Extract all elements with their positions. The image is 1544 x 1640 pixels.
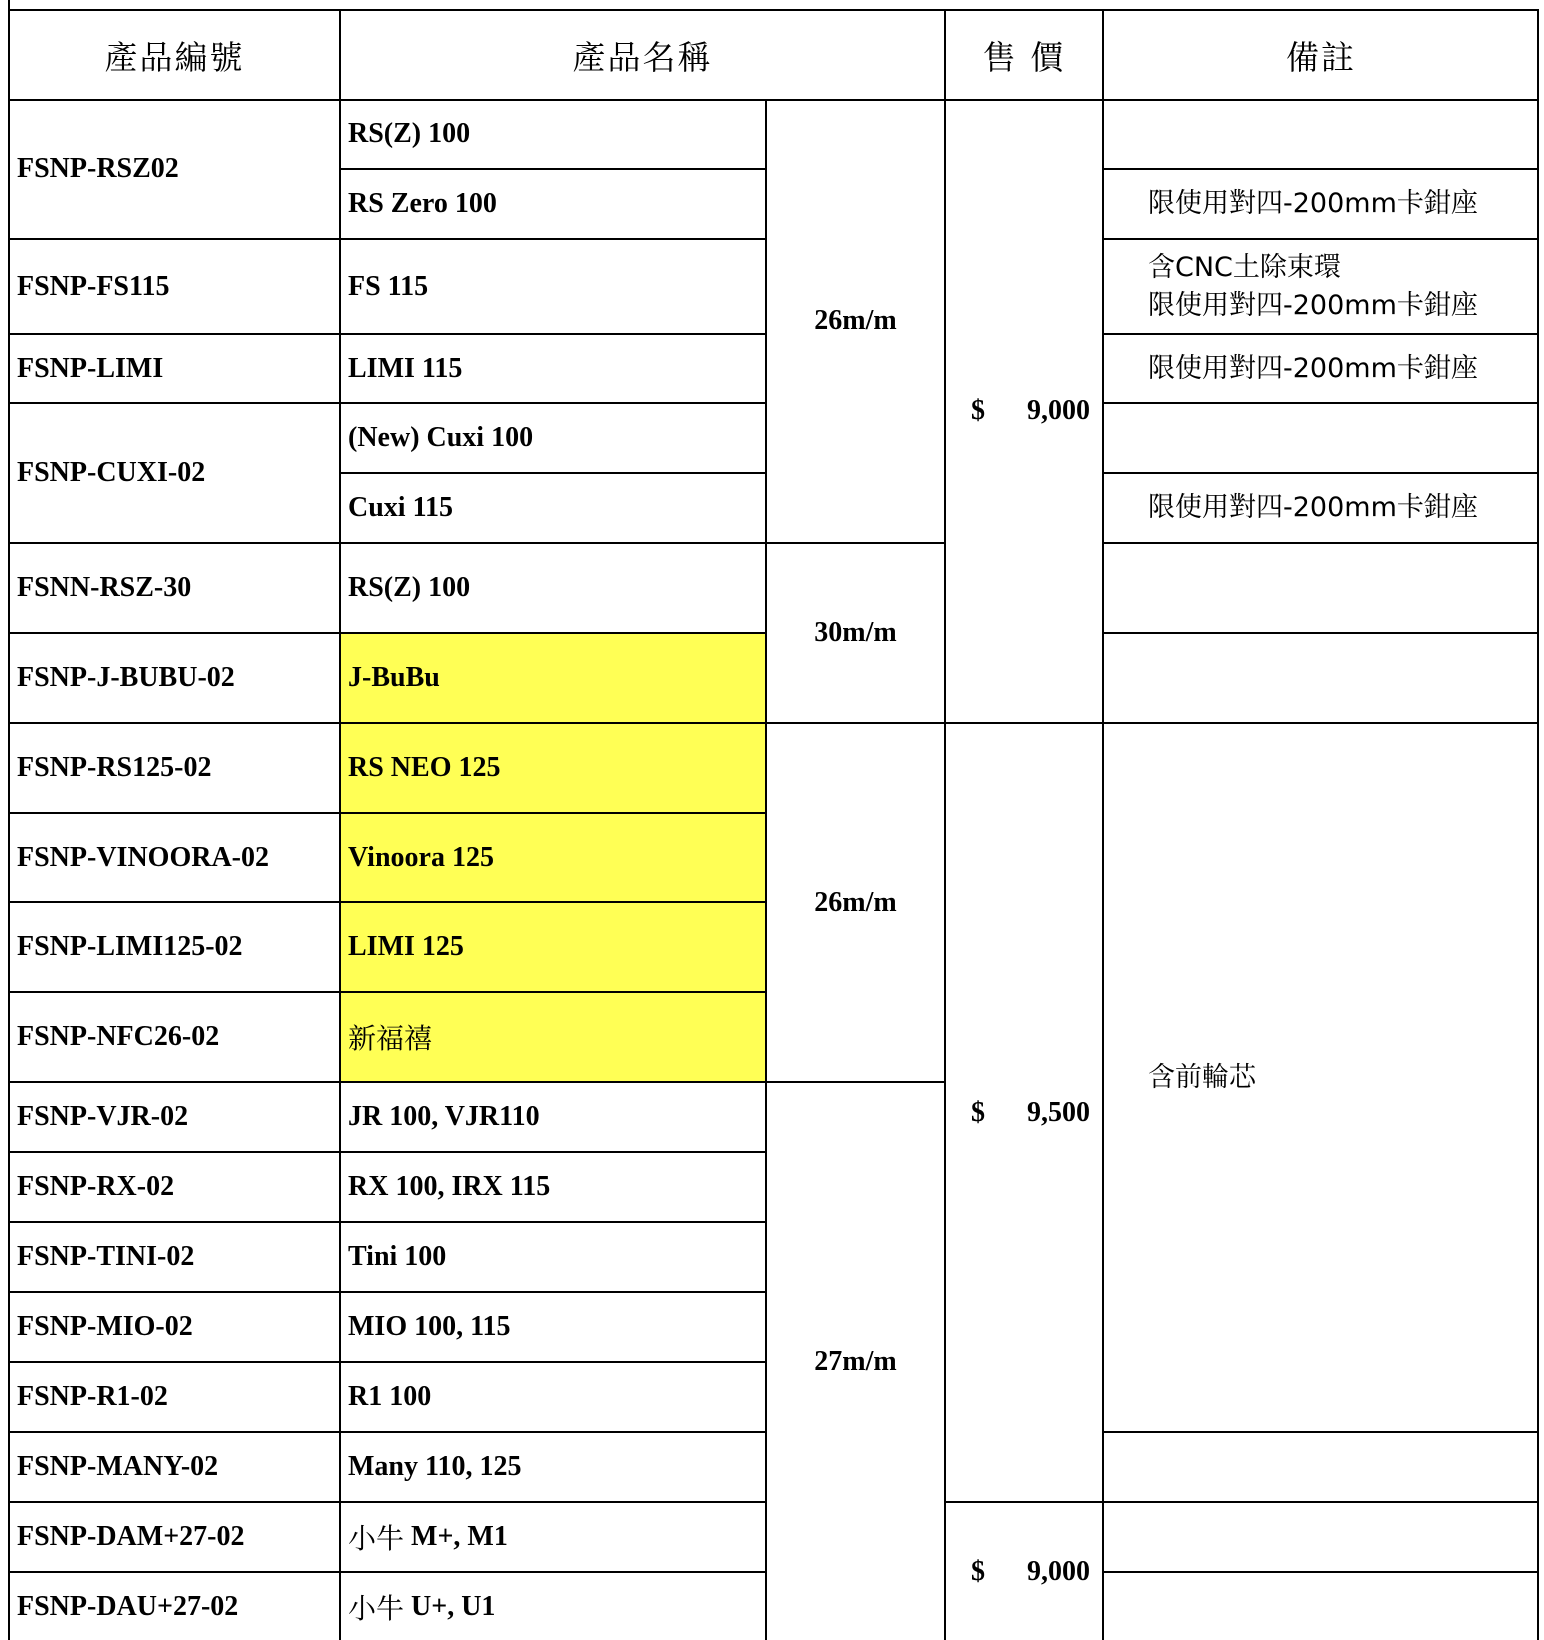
grid-line bbox=[8, 333, 767, 335]
grid-line bbox=[944, 1501, 1104, 1503]
grid-line bbox=[8, 812, 767, 814]
product-name-highlighted: LIMI 125 bbox=[341, 903, 765, 991]
grid-line bbox=[8, 1361, 767, 1363]
note-line: 限使用對四-200mm卡鉗座 bbox=[1148, 289, 1478, 321]
note-text: 含前輪芯 bbox=[1148, 1061, 1256, 1093]
product-code: FSNP-MIO-02 bbox=[17, 1311, 193, 1342]
product-name-highlighted: J-BuBu bbox=[341, 634, 765, 722]
grid-line bbox=[1537, 9, 1539, 1640]
product-name-highlighted: RS NEO 125 bbox=[341, 724, 765, 812]
product-name: RS(Z) 100 bbox=[348, 572, 471, 603]
product-name: Many 110, 125 bbox=[348, 1451, 522, 1482]
product-code: FSNP-J-BUBU-02 bbox=[17, 662, 235, 693]
size-value: 26m/m bbox=[814, 886, 897, 918]
product-code: FSNP-NFC26-02 bbox=[17, 1021, 220, 1052]
grid-line bbox=[8, 0, 10, 1640]
grid-line bbox=[8, 632, 767, 634]
price-amount: 9,000 bbox=[1027, 1555, 1090, 1587]
product-name: RS Zero 100 bbox=[348, 188, 497, 219]
product-name bbox=[341, 1503, 765, 1571]
grid-line bbox=[8, 402, 767, 404]
note-text bbox=[1104, 240, 1538, 333]
product-code: FSNP-R1-02 bbox=[17, 1381, 168, 1412]
size-value: 26m/m bbox=[814, 305, 897, 336]
grid-line bbox=[8, 1571, 767, 1573]
product-name bbox=[341, 1573, 765, 1640]
product-code: FSNP-FS115 bbox=[17, 270, 170, 302]
grid-line bbox=[765, 99, 767, 1640]
grid-line bbox=[1102, 168, 1539, 170]
product-code: FSNP-MANY-02 bbox=[17, 1451, 219, 1482]
product-code: FSNP-CUXI-02 bbox=[17, 457, 206, 488]
product-code: FSNP-RS125-02 bbox=[17, 752, 212, 783]
currency-symbol: $ bbox=[971, 395, 985, 426]
product-name-cjk: 小牛 bbox=[348, 1591, 405, 1625]
product-code: FSNP-TINI-02 bbox=[17, 1241, 195, 1272]
header-code: 產品編號 bbox=[104, 37, 245, 77]
grid-line bbox=[944, 9, 946, 1640]
grid-line bbox=[8, 1501, 767, 1503]
grid-line bbox=[8, 9, 1539, 11]
product-name-latin: M+, M1 bbox=[404, 1521, 508, 1552]
grid-line bbox=[1102, 542, 1539, 544]
grid-line bbox=[1102, 632, 1539, 634]
product-code: FSNP-DAM+27-02 bbox=[17, 1521, 245, 1552]
product-code: FSNP-DAU+27-02 bbox=[17, 1590, 239, 1622]
note-text: 限使用對四-200mm卡鉗座 bbox=[1148, 492, 1478, 523]
product-name: R1 100 bbox=[348, 1381, 432, 1412]
price-value bbox=[946, 724, 1102, 1501]
product-code: FSNP-LIMI bbox=[17, 352, 164, 384]
product-name: Cuxi 115 bbox=[348, 492, 454, 523]
currency-symbol: $ bbox=[971, 1096, 985, 1128]
size-value: 30m/m bbox=[814, 617, 897, 648]
product-name-cjk: 小牛 bbox=[348, 1522, 405, 1555]
grid-line bbox=[8, 1151, 767, 1153]
grid-line bbox=[339, 472, 767, 474]
product-code: FSNP-RX-02 bbox=[17, 1171, 175, 1202]
grid-line bbox=[1102, 402, 1539, 404]
product-name: LIMI 115 bbox=[348, 352, 463, 384]
grid-line bbox=[8, 99, 1539, 101]
currency-symbol: $ bbox=[971, 1555, 985, 1587]
product-name: FS 115 bbox=[348, 270, 429, 302]
product-code: FSNN-RSZ-30 bbox=[17, 572, 192, 603]
price-value bbox=[946, 100, 1102, 722]
grid-line bbox=[8, 1221, 767, 1223]
grid-line bbox=[8, 991, 767, 993]
grid-line bbox=[8, 542, 946, 544]
grid-line bbox=[8, 1291, 767, 1293]
grid-line bbox=[1102, 1431, 1539, 1433]
price-value bbox=[946, 1503, 1102, 1640]
product-name: (New) Cuxi 100 bbox=[348, 422, 534, 453]
product-code: FSNP-VJR-02 bbox=[17, 1101, 189, 1132]
grid-line bbox=[8, 1081, 946, 1083]
product-name-latin: U+, U1 bbox=[404, 1590, 496, 1622]
product-name: MIO 100, 115 bbox=[348, 1311, 511, 1342]
note-text: 限使用對四-200mm卡鉗座 bbox=[1148, 352, 1478, 384]
header-note: 備註 bbox=[1286, 37, 1356, 77]
grid-line bbox=[8, 238, 767, 240]
grid-line bbox=[339, 168, 767, 170]
header-name: 產品名稱 bbox=[572, 37, 713, 77]
price-amount: 9,500 bbox=[1027, 1096, 1090, 1128]
grid-line bbox=[1102, 238, 1539, 240]
product-code: FSNP-LIMI125-02 bbox=[17, 931, 243, 962]
size-value: 27m/m bbox=[814, 1345, 897, 1377]
product-name-highlighted: Vinoora 125 bbox=[341, 814, 765, 902]
product-name: Tini 100 bbox=[348, 1241, 447, 1272]
header-price: 售 價 bbox=[982, 37, 1066, 77]
grid-line bbox=[1102, 333, 1539, 335]
product-name: RX 100, IRX 115 bbox=[348, 1171, 551, 1202]
product-code: FSNP-VINOORA-02 bbox=[17, 842, 269, 873]
grid-line bbox=[1102, 1571, 1539, 1573]
note-text: 限使用對四-200mm卡鉗座 bbox=[1148, 188, 1478, 219]
grid-line bbox=[8, 901, 767, 903]
product-name: JR 100, VJR110 bbox=[348, 1101, 540, 1132]
grid-line bbox=[339, 9, 341, 1640]
product-name-highlighted: 新福禧 bbox=[341, 993, 765, 1081]
note-line: 含CNC土除束環 bbox=[1148, 251, 1341, 283]
grid-line bbox=[8, 1431, 767, 1433]
product-code: FSNP-RSZ02 bbox=[17, 153, 179, 184]
price-amount: 9,000 bbox=[1027, 395, 1090, 426]
grid-line bbox=[1102, 472, 1539, 474]
product-name: RS(Z) 100 bbox=[348, 118, 471, 149]
grid-line bbox=[1102, 9, 1104, 1640]
grid-line bbox=[8, 722, 1539, 724]
grid-line bbox=[1102, 1501, 1539, 1503]
